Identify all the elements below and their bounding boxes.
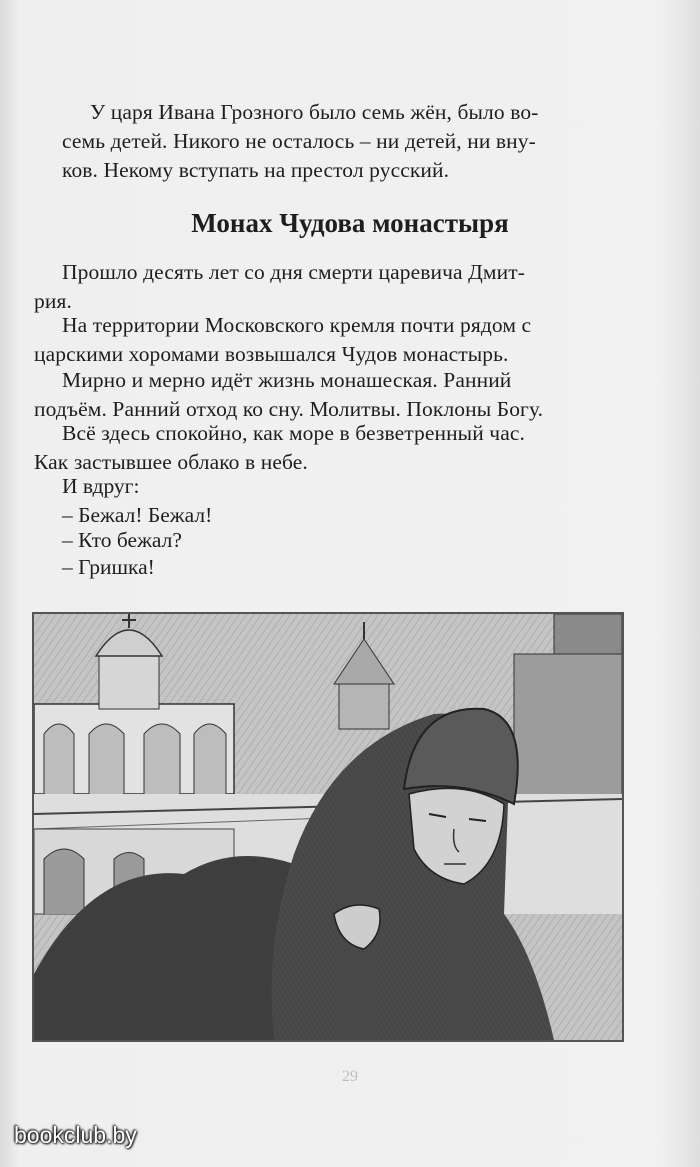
- monk-illustration: [32, 612, 624, 1042]
- paragraph: [34, 419, 622, 477]
- text-line: На территории Московского кремля почти рядом с: [62, 313, 532, 337]
- dialog-line: – Кто бежал?: [62, 528, 182, 552]
- text-line: рия.: [34, 289, 72, 313]
- paragraph: [34, 258, 622, 316]
- text-line: царскими хоромами возвышался Чудов монастырь.: [34, 342, 509, 366]
- chapter-title: Монах Чудова монастыря: [191, 208, 509, 238]
- text-line: Как застывшее облако в небе.: [34, 450, 308, 474]
- paragraph: [34, 366, 622, 424]
- dialog-line: – Гришка!: [62, 555, 155, 579]
- text-line: Мирно и мерно идёт жизнь монашеская. Ранний: [62, 368, 512, 392]
- dialog-line: – Бежал! Бежал!: [62, 503, 213, 527]
- text-line: У царя Ивана Грозного было семь жён, было во-: [90, 100, 539, 124]
- text-line: семь детей. Никого не осталось – ни детей, ни вну-: [62, 129, 536, 153]
- site-watermark: bookclub.by: [14, 1122, 137, 1148]
- text-line: Всё здесь спокойно, как море в безветренный час.: [62, 421, 525, 445]
- paragraph: [34, 311, 622, 369]
- dialog-line: И вдруг:: [62, 474, 140, 498]
- text-line: Прошло десять лет со дня смерти царевича Дмит-: [62, 260, 525, 284]
- intro-paragraph: [62, 98, 622, 185]
- text-line: подъём. Ранний отход ко сну. Молитвы. Поклоны Богу.: [34, 397, 544, 421]
- page-number: 29: [342, 1068, 358, 1085]
- text-line: ков. Некому вступать на престол русский.: [62, 158, 450, 182]
